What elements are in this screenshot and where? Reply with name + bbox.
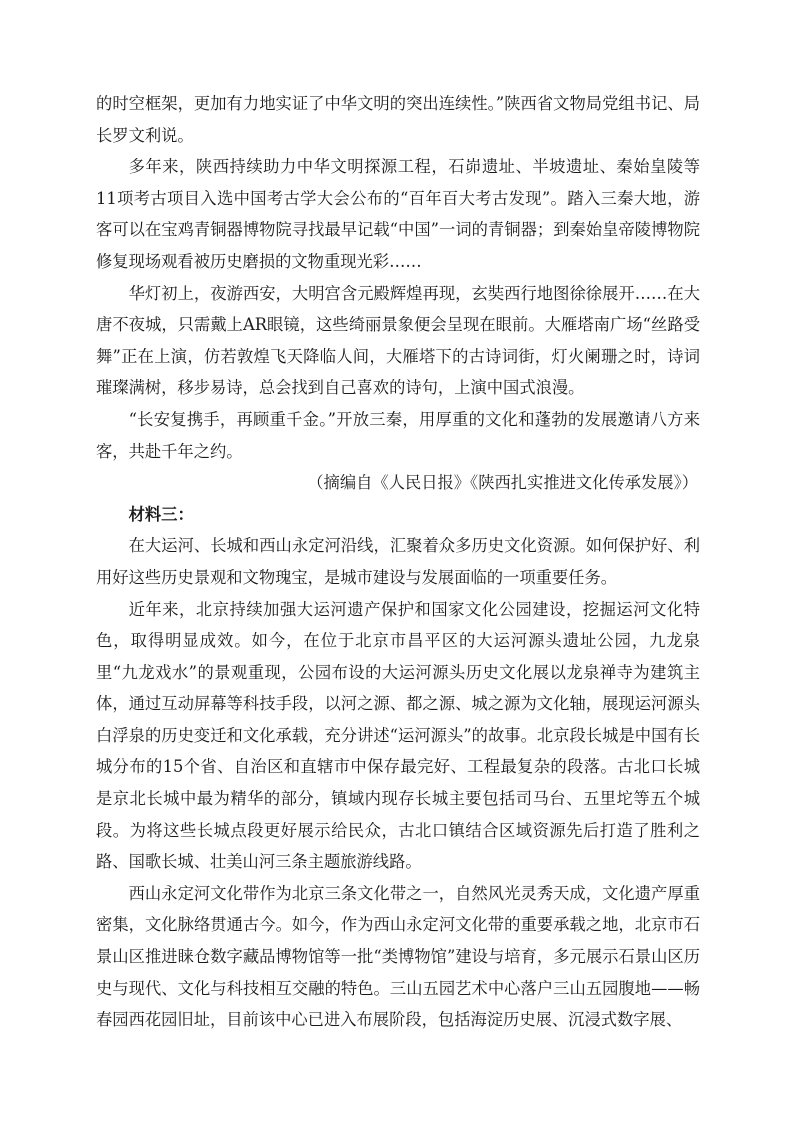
source-citation: （摘编自《人民日报》《陕西扎实推进文化传承发展》） xyxy=(307,473,698,493)
paragraph-night-tour: 华灯初上，夜游西安，大明宫含元殿辉煌再现，玄奘西行地图徐徐展开……在大唐不夜城，只需戴上AR眼镜，这些绮丽景象便会呈现在眼前。大雁塔南广场“丝路受舞”正在上演，仿若敦煌飞天降临人间，大雁塔下的古诗词街，灯火阑珊之时，诗词璀璨满树，移步易诗，总会找到自己喜欢的诗句，上演中国式浪漫。 xyxy=(96,283,700,398)
paragraph-archaeology: 多年来，陕西持续助力中华文明探源工程，石峁遗址、半坡遗址、秦始皇陵等11项考古项目入选中国考古学大会公布的“百年百大考古发现”。踏入三秦大地，游客可以在宝鸡青铜器博物院寻找最早记载“中国”一词的青铜器；到秦始皇帝陵博物院修复现场观看被历史磨损的文物重现光彩…… xyxy=(96,157,700,271)
paragraph-xishan-yongding: 西山永定河文化带作为北京三条文化带之一，自然风光灵秀天成，文化遗产厚重密集，文化脉络贯通古今。如今，作为西山永定河文化带的重要承载之地，北京市石景山区推进睐仓数字藏品博物馆等一批“类博物馆”建设与培育，多元展示石景山区历史与现代、文化与科技相互交融的特色。三山五园艺术中心落户三山五园腹地——畅春园西花园旧址，目前该中心已进入布展阶段，包括海淀历史展、沉浸式数字展、 xyxy=(96,883,700,1030)
paragraph-continuation: 的时空框架，更加有力地实证了中华文明的突出连续性。”陕西省文物局党组书记、局长罗文利说。 xyxy=(96,94,700,145)
document-page xyxy=(96,88,700,1036)
paragraph-resources: 在大运河、长城和西山永定河沿线，汇聚着众多历史文化资源。如何保护好、利用好这些历史景观和文物瑰宝，是城市建设与发展面临的一项重要任务。 xyxy=(96,536,700,587)
paragraph-grand-canal-great-wall: 近年来，北京持续加强大运河遗产保护和国家文化公园建设，挖掘运河文化特色，取得明显成效。如今，在位于北京市昌平区的大运河源头遗址公园，九龙泉里“九龙戏水”的景观重现，公园布设的大运河源头历史文化展以龙泉禅寺为建筑主体，通过互动屏幕等科技手段，以河之源、都之源、城之源为文化轴，展现运河源头白浮泉的历史变迁和文化承载，充分讲述“运河源头”的故事。北京段长城是中国有长城分布的15个省、自治区和直辖市中保存最完好、工程最复杂的段落。古北口长城是京北长城中最为精华的部分，镇域内现存长城主要包括司马台、五里坨等五个城段。为将这些长城点段更好展示给民众，古北口镇结合区域资源先后打造了胜利之路、国歌长城、壮美山河三条主题旅游线路。 xyxy=(96,599,700,872)
section-heading-material-three: 材料三： xyxy=(128,504,194,524)
paragraph-invitation: “长安复携手，再顾重千金。”开放三秦，用厚重的文化和蓬勃的发展邀请八方来客，共赴千年之约。 xyxy=(96,409,700,461)
